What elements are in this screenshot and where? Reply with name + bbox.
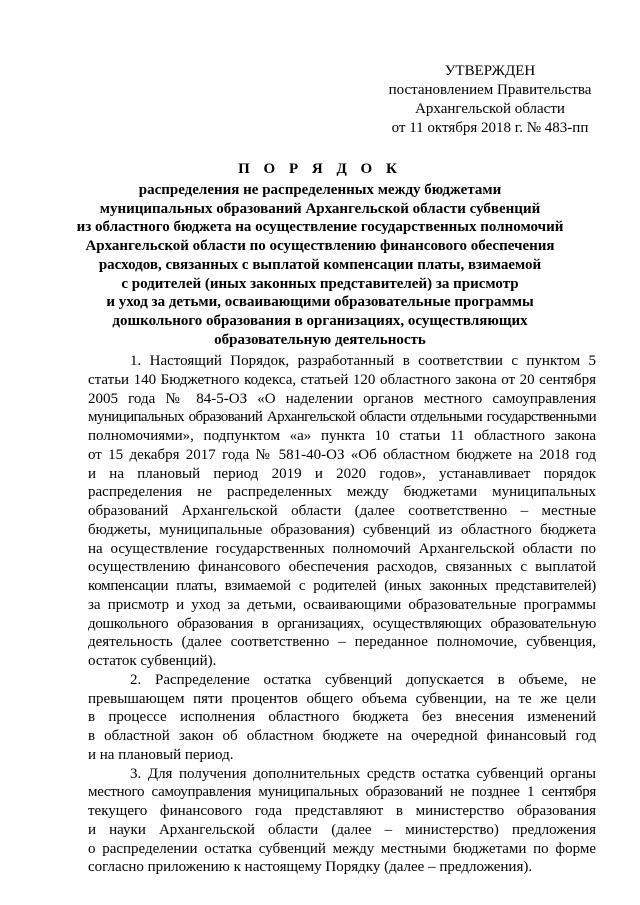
text-line: 1. Настоящий Порядок, разработанный в соответствии с пунктом 5: [130, 353, 596, 369]
text-line: о распределении остатка субвенций между местными бюджетами по форме: [88, 840, 596, 857]
text-line: и на плановый период.: [88, 746, 234, 763]
approval-stamp: [370, 62, 610, 138]
text-line: компенсации платы, взимаемой с родителей (иных законных представителей): [88, 578, 596, 594]
text-line: 2. Распределение остатка субвенций допускается в объеме, не: [130, 671, 596, 688]
text-line: муниципальных образований Архангельской области отдельными государственными: [88, 409, 596, 426]
paragraph-2: [88, 671, 596, 765]
text-line: местного самоуправления муниципальных образований не позднее 1 сентября: [88, 784, 596, 801]
subtitle-line: с родителей (иных законных представителей) за присмотр: [121, 275, 519, 292]
document-title: П О Р Я Д О К: [238, 161, 402, 177]
text-line: превышающем пяти процентов общего объема субвенции, на те же цели: [88, 690, 596, 707]
subtitle-line: и уход за детьми, осваивающими образовательные программы: [106, 294, 534, 311]
text-line: в процессе исполнения областного бюджета без внесения изменений: [88, 709, 596, 726]
text-line: и на плановый период 2019 и 2020 годов», устанавливает порядок: [88, 465, 596, 482]
text-line: на осуществление государственных полномочий Архангельской области по: [88, 540, 596, 557]
paragraph-3: [88, 765, 596, 878]
text-line: бюджеты, муниципальные образования) субвенций из областного бюджета: [88, 521, 596, 538]
paragraph-1: [88, 352, 596, 671]
text-line: дошкольного образования в организациях, осуществляющих образовательную: [88, 615, 596, 632]
subtitle-line: Архангельской области по осуществлению финансового обеспечения: [85, 238, 555, 255]
text-line: деятельность (далее соответственно – переданное полномочие, субвенция,: [88, 634, 596, 651]
text-line: текущего финансового года представляют в министерство образования: [88, 803, 596, 819]
subtitle-line: дошкольного образования в организациях, осуществляющих: [112, 312, 528, 329]
approval-line: постановлением Правительства: [388, 82, 592, 98]
text-line: полномочиями», подпунктом «а» пункта 10 статьи 11 областного закона: [88, 428, 596, 444]
approval-line: Архангельской области: [415, 101, 565, 117]
text-line: от 15 декабря 2017 года № 581-40-ОЗ «Об областном бюджете на 2018 год: [88, 446, 596, 463]
approval-line: УТВЕРЖДЕН: [444, 63, 536, 79]
approval-line: от 11 октября 2018 г. № 483-пп: [391, 120, 589, 136]
text-line: статьи 140 Бюджетного кодекса, статьей 120 областного закона от 20 сентября: [88, 371, 596, 388]
document-subtitle: [60, 181, 580, 349]
text-line: согласно приложению к настоящему Порядку (далее – предложения).: [88, 859, 533, 876]
text-line: и науки Архангельской области (далее – министерство) предложения: [88, 821, 596, 838]
text-line: 3. Для получения дополнительных средств остатка субвенций органы: [130, 765, 596, 782]
subtitle-line: распределения не распределенных между бюджетами: [138, 182, 502, 198]
subtitle-line: муниципальных образований Архангельской области субвенций: [99, 200, 541, 217]
text-line: 2005 года № 84-5-ОЗ «О наделении органов местного самоуправления: [88, 390, 596, 407]
text-line: остаток субвенций).: [88, 653, 217, 669]
subtitle-line: из областного бюджета на осуществление государственных полномочий: [76, 219, 564, 236]
document-body: [88, 352, 596, 877]
text-line: распределения не распределенных между бюджетами муниципальных: [88, 484, 596, 501]
text-line: образований Архангельской области (далее соответственно – местные: [88, 503, 596, 519]
subtitle-line: расходов, связанных с выплатой компенсации платы, взимаемой: [98, 256, 542, 273]
text-line: осуществлению финансового обеспечения расходов, связанных с выплатой: [88, 559, 596, 576]
subtitle-line: образовательную деятельность: [214, 331, 426, 348]
text-line: за присмотр и уход за детьми, осваивающими образовательные программы: [88, 596, 596, 613]
text-line: в областной закон об областном бюджете на очередной финансовый год: [88, 728, 596, 744]
